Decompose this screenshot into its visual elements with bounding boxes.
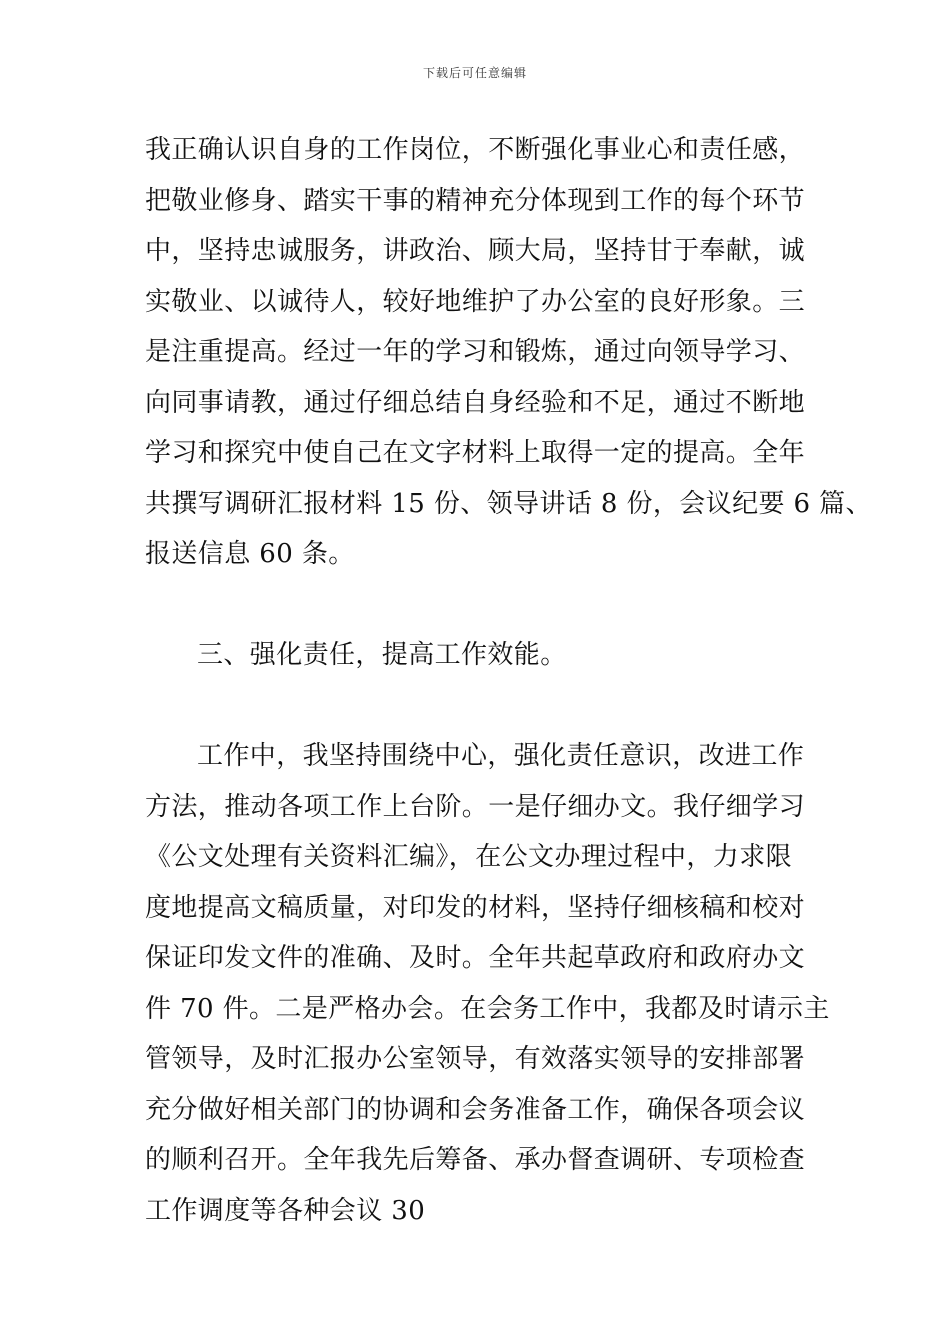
paragraph-line: 共撰写调研汇报材料 15 份、领导讲话 8 份，会议纪要 6 篇、 (145, 488, 872, 519)
paragraph-line: 是注重提高。经过一年的学习和锻炼，通过向领导学习、 (145, 337, 806, 367)
paragraph-line: 工作调度等各种会议 30 (145, 1195, 426, 1226)
paragraph-gap (145, 580, 835, 631)
section-heading: 三、强化责任，提高工作效能。 (197, 640, 567, 670)
paragraph-line: 学习和探究中使自己在文字材料上取得一定的提高。全年 (145, 438, 806, 468)
document-body (145, 125, 872, 1236)
paragraph-line: 的顺利召开。全年我先后筹备、承办督查调研、专项检查 (145, 1145, 806, 1175)
paragraph-line: 工作中，我坚持围绕中心，强化责任意识，改进工作 (197, 741, 805, 771)
paragraph-line: 度地提高文稿质量，对印发的材料，坚持仔细核稿和校对 (145, 892, 806, 923)
header-note: 下载后可任意编辑 (422, 66, 527, 80)
paragraph-line: 方法，推动各项工作上台阶。一是仔细办文。我仔细学习 (145, 791, 806, 822)
paragraph-line: 管领导，及时汇报办公室领导，有效落实领导的安排部署 (145, 1044, 806, 1074)
paragraph-line: 中，坚持忠诚服务，讲政治、顾大局，坚持甘于奉献，诚 (145, 236, 806, 266)
paragraph-line: 《公文处理有关资料汇编》，在公文办理过程中，力求限 (145, 842, 793, 872)
paragraph-gap (145, 681, 835, 732)
paragraph-line: 我正确认识自身的工作岗位，不断强化事业心和责任感， (145, 135, 806, 165)
paragraph-line: 报送信息 60 条。 (145, 539, 355, 569)
paragraph-line: 保证印发文件的准确、及时。全年共起草政府和政府办文 (145, 943, 806, 973)
paragraph-line: 件 70 件。二是严格办会。在会务工作中，我都及时请示主 (145, 993, 830, 1024)
paragraph-line: 向同事请教，通过仔细总结自身经验和不足，通过不断地 (145, 387, 806, 418)
paragraph-line: 充分做好相关部门的协调和会务准备工作，确保各项会议 (145, 1094, 806, 1125)
paragraph-line: 把敬业修身、踏实干事的精神充分体现到工作的每个环节 (145, 185, 806, 216)
paragraph-line: 实敬业、以诚待人，较好地维护了办公室的良好形象。三 (145, 286, 806, 317)
